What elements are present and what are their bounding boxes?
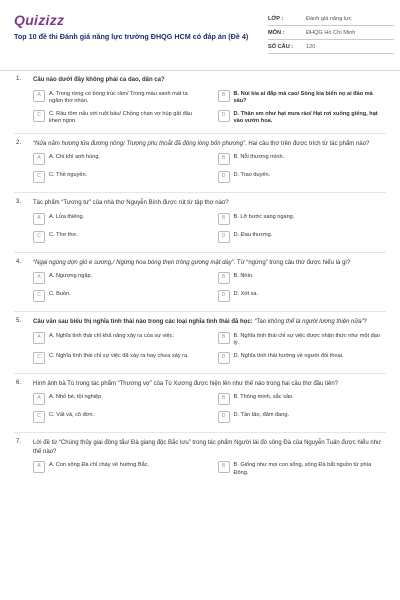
option-letter-box: A: [33, 461, 45, 473]
option-text: A. Trong rừng có bóng trúc râm/ Trong màu xanh mát ta ngâm thơ nhàn.: [49, 90, 188, 104]
question-text-part: . Hai câu thơ trên được trích từ tác phẩm nào?: [245, 140, 370, 147]
answer-options: [33, 90, 386, 126]
answer-option-d[interactable]: [218, 171, 387, 185]
answer-options: [33, 153, 386, 185]
option-text: D. Thân em như hạt mưa rào/ Hạt rơi xuống giếng, hạt vào vườn hoa.: [233, 110, 378, 124]
question-text: [33, 380, 386, 389]
option-letter-box: D: [218, 171, 230, 183]
answer-options: [33, 393, 386, 425]
option-letter-box: A: [33, 153, 45, 165]
meta-row: [268, 12, 394, 26]
meta-value: ĐHQG Hồ Chí Minh: [306, 29, 356, 36]
option-letter-box: C: [33, 110, 45, 122]
question-item: [0, 140, 400, 186]
option-letter-box: B: [218, 153, 230, 165]
option-letter-box: B: [218, 90, 230, 102]
option-letter-box: C: [33, 231, 45, 243]
option-letter-box: C: [33, 171, 45, 183]
question-number: 3.: [16, 199, 22, 205]
option-letter-box: A: [33, 332, 45, 344]
option-letter-box: A: [33, 393, 45, 405]
answer-option-a[interactable]: [33, 272, 202, 286]
answer-option-b[interactable]: [218, 393, 387, 407]
question-divider: [14, 432, 386, 433]
question-text-part: “Ngại ngùng dợn gió e sương,/ Ngừng hoa bóng thẹn trông gương mặt dày”: [33, 259, 234, 266]
question-number: 5.: [16, 318, 22, 324]
meta-key: LỚP :: [268, 15, 284, 22]
answer-option-d[interactable]: [218, 290, 387, 304]
header: [0, 0, 400, 64]
meta-value: Đánh giá năng lực: [306, 15, 352, 22]
option-letter-box: C: [33, 411, 45, 423]
answer-option-a[interactable]: [33, 461, 202, 477]
answer-option-d[interactable]: [218, 231, 387, 245]
answer-option-d[interactable]: [218, 411, 387, 425]
question-text-part: “Tao không thể là người lương thiện nữa”: [254, 319, 364, 325]
answer-option-d[interactable]: [218, 352, 387, 366]
option-text: B. Nghĩa tình thái chỉ sự việc được nhận thức như một đạo lý.: [233, 332, 380, 346]
answer-option-b[interactable]: [218, 272, 387, 286]
question-text: [33, 199, 386, 208]
question-list: [0, 76, 400, 477]
answer-option-b[interactable]: [218, 213, 387, 227]
answer-option-c[interactable]: [33, 171, 202, 185]
option-letter-box: D: [218, 110, 230, 122]
option-text: A. Ngượng ngập.: [49, 273, 93, 279]
answer-option-b[interactable]: [218, 90, 387, 106]
answer-option-d[interactable]: [218, 110, 387, 126]
question-item: [0, 76, 400, 126]
answer-option-a[interactable]: [33, 213, 202, 227]
question-item: [0, 318, 400, 366]
question-item: [0, 199, 400, 245]
question-text-part: Hình ảnh bà Tú trong tác phẩm “Thương vợ” của Tú Xương được hiện lên như thế nào trong hai câu thơ đầu tiên?: [33, 380, 339, 387]
question-number: 2.: [16, 139, 22, 146]
option-text: D. Nghĩa tình thái hướng về người đối thoại.: [233, 352, 344, 359]
answer-options: [33, 213, 386, 245]
answer-option-c[interactable]: [33, 290, 202, 304]
option-letter-box: A: [33, 272, 45, 284]
answer-option-c[interactable]: [33, 110, 202, 126]
answer-option-a[interactable]: [33, 90, 202, 106]
option-letter-box: B: [218, 272, 230, 284]
question-text: [33, 140, 386, 149]
question-text-part: . Từ “ngừng” trong câu thơ được hiểu là gì?: [233, 259, 351, 266]
option-text: C. Thơ thơ.: [49, 231, 78, 238]
option-text: B. Lỡ bước sang ngang.: [233, 213, 295, 220]
quizizz-logo: Quizizz: [14, 12, 65, 28]
option-letter-box: B: [218, 332, 230, 344]
option-letter-box: C: [33, 290, 45, 302]
option-letter-box: D: [218, 352, 230, 364]
question-item: [0, 380, 400, 426]
header-divider: [0, 70, 400, 71]
document-title: Top 10 đề thi Đánh giá năng lực trường ĐHQG HCM có đáp án (Đề 4): [14, 32, 249, 41]
answer-option-b[interactable]: [218, 153, 387, 167]
option-text: A. Lửa thiêng.: [49, 213, 85, 220]
option-text: C. Buồn.: [49, 291, 71, 297]
option-text: A. Chí khí anh hùng.: [49, 154, 100, 160]
option-text: B. Giống như mọi con sông, sông Đà bắt nguồn từ phía Đông.: [233, 462, 372, 476]
option-text: B. Thông minh, sắc sảo.: [233, 394, 294, 400]
question-divider: [14, 133, 386, 134]
question-number: 7.: [16, 439, 22, 445]
meta-key: SỐ CÂU :: [268, 43, 294, 50]
option-letter-box: B: [218, 393, 230, 405]
answer-option-a[interactable]: [33, 332, 202, 348]
question-text-part: Lời đề từ “Chúng thủy giai đông tẩu/ Đà giang độc Bắc lưu” trong tác phẩm Người lái đò sông Đà của Nguyễn Tuân được hiểu như thế nào?: [33, 440, 382, 455]
meta-row: [268, 26, 394, 40]
question-item: [0, 259, 400, 305]
option-letter-box: D: [218, 290, 230, 302]
option-text: B. Núi kia ai đắp mà cao/ Sông kia biển nọ ai đào mà sâu?: [233, 90, 373, 104]
question-text-part: Tác phẩm “Tương tư” của nhà thơ Nguyễn Bính được rút từ tập thơ nào?: [33, 200, 229, 206]
answer-option-b[interactable]: [218, 461, 387, 477]
question-divider: [14, 252, 386, 253]
option-text: C. Rầu tôm nấu với ruột bầu/ Chồng chan vợ húp gật đầu khen ngon.: [49, 110, 192, 124]
option-text: A. Nghĩa tình thái chỉ khả năng xảy ra của sự việc.: [49, 332, 175, 339]
question-text-part: “Nửa năm hương lửa đương nồng/ Trượng phu thoắt đã động lòng bốn phương”: [33, 140, 246, 147]
question-number: 1.: [16, 76, 22, 82]
question-text: [33, 259, 386, 268]
option-text: A. Con sông Đà chỉ chảy về hướng Bắc.: [49, 462, 150, 468]
option-text: B. Nỗi thương mình.: [233, 154, 285, 160]
option-letter-box: D: [218, 411, 230, 423]
answer-option-b[interactable]: [218, 332, 387, 348]
answer-option-a[interactable]: [33, 393, 202, 407]
question-number: 4.: [16, 258, 22, 265]
option-letter-box: B: [218, 213, 230, 225]
answer-options: [33, 332, 386, 366]
option-text: D. Xót xa.: [233, 291, 259, 297]
meta-value: 120: [306, 43, 316, 50]
answer-option-c[interactable]: [33, 231, 202, 245]
question-number: 6.: [16, 379, 22, 386]
option-text: A. Nhỏ bé, tội nghiệp.: [49, 394, 103, 400]
question-text-part: ?: [363, 319, 367, 325]
question-divider: [14, 192, 386, 193]
option-letter-box: C: [33, 352, 45, 364]
option-letter-box: D: [218, 231, 230, 243]
option-letter-box: A: [33, 90, 45, 102]
option-text: D. Trao duyên.: [233, 172, 271, 178]
answer-option-c[interactable]: [33, 411, 202, 425]
option-text: C. Nghĩa tình thái chỉ sự việc đã xảy ra hay chưa xảy ra.: [49, 352, 189, 359]
question-text: [33, 318, 386, 327]
option-text: C. Vất vả, cô đơn.: [49, 412, 95, 418]
option-text: C. Thề nguyền.: [49, 172, 88, 178]
question-divider: [14, 311, 386, 312]
meta-row: [268, 40, 394, 54]
question-divider: [14, 373, 386, 374]
question-text: [33, 439, 386, 456]
meta-info: [268, 12, 394, 54]
option-letter-box: A: [33, 213, 45, 225]
meta-key: MÔN :: [268, 29, 285, 36]
answer-options: [33, 461, 386, 477]
option-text: D. Đau thương.: [233, 231, 273, 238]
question-text-part: Câu văn sau biểu thị nghĩa tình thái nào trong các loại nghĩa tình thái đã học:: [33, 319, 255, 325]
question-text: [33, 76, 386, 85]
option-text: D. Tần tảo, đảm đang.: [233, 412, 290, 418]
question-text-part: Câu nào dưới đây không phải ca dao, dân ca?: [33, 77, 165, 83]
answer-option-a[interactable]: [33, 153, 202, 167]
answer-options: [33, 272, 386, 304]
question-item: [0, 439, 400, 477]
option-letter-box: B: [218, 461, 230, 473]
option-text: B. Nhìn.: [233, 273, 254, 279]
answer-option-c[interactable]: [33, 352, 202, 366]
